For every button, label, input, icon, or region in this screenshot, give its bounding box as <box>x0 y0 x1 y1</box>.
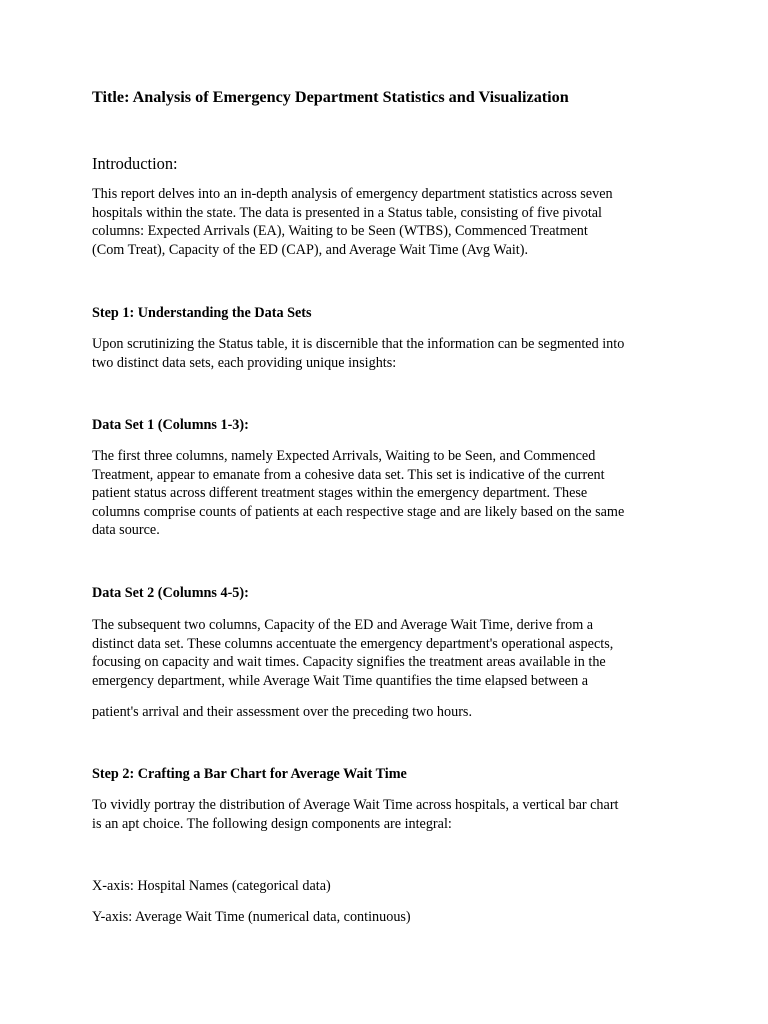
dataset2-continuation: patient's arrival and their assessment over the preceding two hours. <box>92 704 472 720</box>
step2-heading: Step 2: Crafting a Bar Chart for Average Wait Time <box>92 766 407 782</box>
paragraph-line: patient status across different treatment stages within the emergency department. These <box>92 485 588 502</box>
paragraph-line: This report delves into an in-depth analysis of emergency department statistics across seven <box>92 186 613 202</box>
paragraph-line: is an apt choice. The following design components are integral: <box>92 815 452 832</box>
paragraph-line: To vividly portray the distribution of Average Wait Time across hospitals, a vertical bar chart <box>92 797 619 813</box>
x-axis-description: X-axis: Hospital Names (categorical data) <box>92 878 331 894</box>
paragraph-line: The subsequent two columns, Capacity of the ED and Average Wait Time, derive from a <box>92 617 594 633</box>
document-title: Title: Analysis of Emergency Department Statistics and Visualization <box>92 88 569 106</box>
dataset2-heading: Data Set 2 (Columns 4-5): <box>92 585 249 601</box>
paragraph-line: The first three columns, namely Expected Arrivals, Waiting to be Seen, and Commenced <box>92 448 596 464</box>
paragraph-line: emergency department, while Average Wait Time quantifies the time elapsed between a <box>92 672 589 689</box>
paragraph-line: Upon scrutinizing the Status table, it is discernible that the information can be segmented into <box>92 336 625 352</box>
paragraph-line: focusing on capacity and wait times. Capacity signifies the treatment areas available in the <box>92 654 606 671</box>
paragraph-line: hospitals within the state. The data is presented in a Status table, consisting of five pivotal <box>92 204 602 221</box>
introduction-paragraph <box>92 185 684 259</box>
paragraph-line: columns comprise counts of patients at each respective stage and are likely based on the same <box>92 503 625 520</box>
introduction-heading: Introduction: <box>92 154 178 173</box>
paragraph-line: (Com Treat), Capacity of the ED (CAP), and Average Wait Time (Avg Wait). <box>92 241 529 258</box>
dataset1-paragraph <box>92 447 684 540</box>
paragraph-line: two distinct data sets, each providing unique insights: <box>92 354 397 371</box>
step2-paragraph <box>92 796 684 833</box>
dataset1-heading: Data Set 1 (Columns 1-3): <box>92 417 249 433</box>
step1-paragraph <box>92 335 684 372</box>
dataset2-paragraph <box>92 616 684 690</box>
paragraph-line: Treatment, appear to emanate from a cohesive data set. This set is indicative of the current <box>92 466 605 483</box>
y-axis-description: Y-axis: Average Wait Time (numerical data, continuous) <box>92 909 411 925</box>
paragraph-line: distinct data set. These columns accentuate the emergency department's operational aspects, <box>92 635 614 652</box>
step1-heading: Step 1: Understanding the Data Sets <box>92 305 312 321</box>
paragraph-line: columns: Expected Arrivals (EA), Waiting to be Seen (WTBS), Commenced Treatment <box>92 223 588 240</box>
paragraph-line: data source. <box>92 522 160 539</box>
